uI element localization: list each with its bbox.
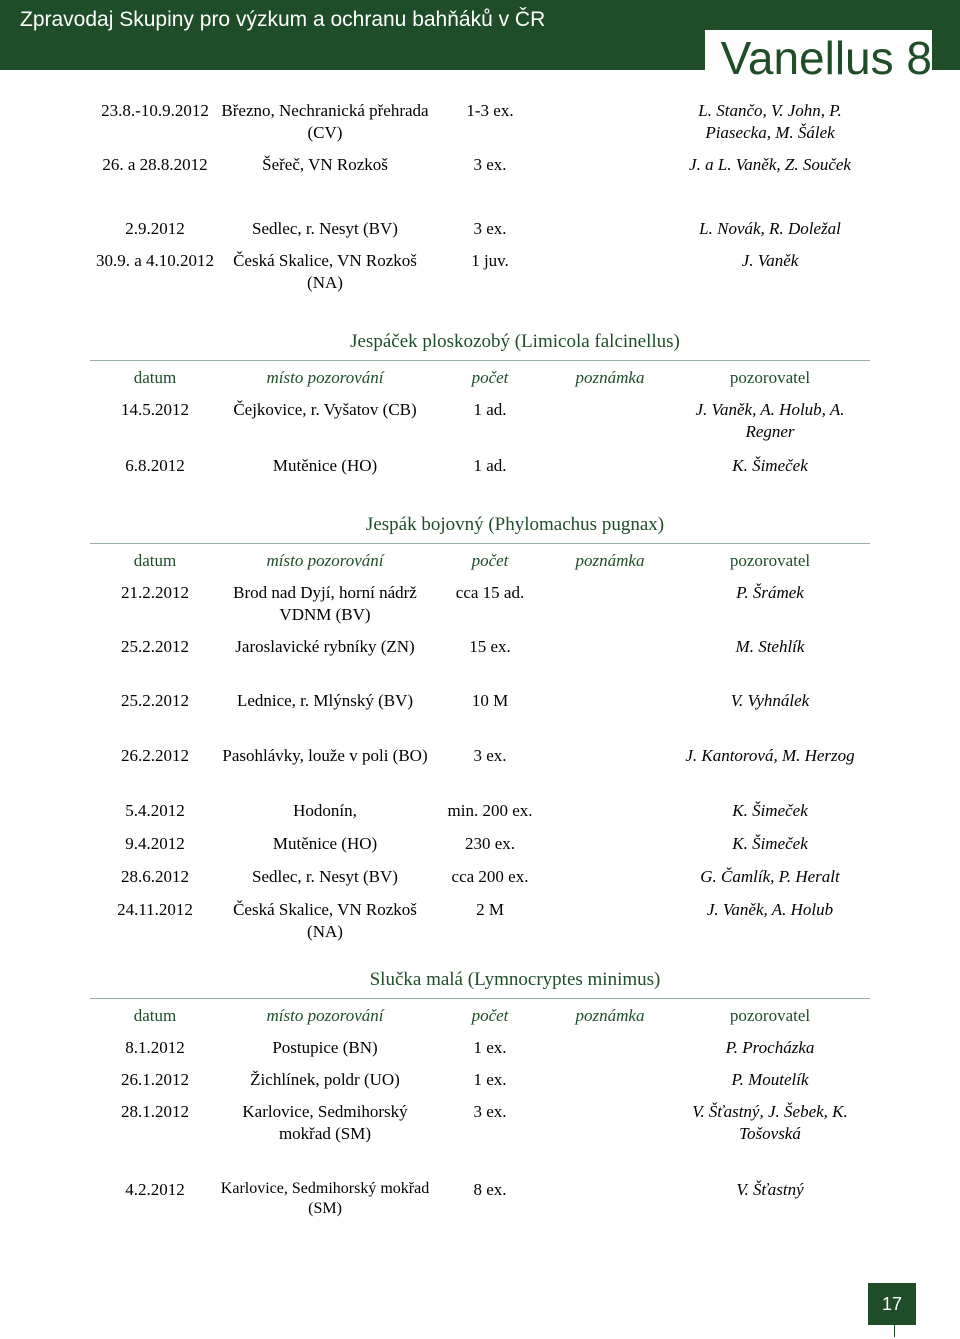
place-cell: Jaroslavické rybníky (ZN) [235, 637, 415, 656]
count-cell: cca 200 ex. [451, 867, 529, 886]
page-number: 17 [868, 1283, 916, 1325]
observer-cell: L. Stančo, V. John, P. Piasecka, M. Šálek [698, 101, 842, 142]
count-cell: 230 ex. [464, 834, 516, 853]
header-misto: místo pozorování [266, 551, 384, 570]
header-datum: datum [133, 368, 177, 387]
date-cell: 4.2.2012 [125, 1180, 185, 1199]
header-pozorovatel: pozorovatel [729, 1006, 811, 1025]
date-cell: 2.9.2012 [125, 219, 185, 238]
header-pocet: počet [471, 368, 509, 387]
observer-cell: V. Vyhnálek [730, 691, 810, 710]
note-cell [550, 154, 670, 218]
table-row [90, 745, 880, 800]
note-cell [550, 100, 670, 154]
header-pocet: počet [471, 551, 509, 570]
note-cell [550, 899, 670, 953]
header-pozorovatel: pozorovatel [729, 551, 811, 570]
species-section-limicola [90, 330, 880, 487]
journal-issue-title: Vanellus 8 [705, 30, 932, 86]
note-cell [550, 399, 670, 455]
observer-cell: V. Šťastný [736, 1180, 804, 1199]
species-section-lymnocryptes [90, 968, 880, 1223]
count-cell: cca 15 ad. [455, 583, 525, 602]
place-cell: Česká Skalice, VN Rozkoš (NA) [233, 251, 417, 292]
header-datum: datum [133, 1006, 177, 1025]
note-cell [550, 1179, 670, 1223]
table-row [90, 833, 880, 866]
note-cell [550, 1069, 670, 1101]
date-cell: 9.4.2012 [125, 834, 185, 853]
table-row [90, 866, 880, 899]
species-title: Jespák bojovný (Phylomachus pugnax) [365, 514, 665, 535]
date-cell: 28.6.2012 [121, 867, 189, 886]
place-cell: Postupice (BN) [272, 1038, 378, 1057]
note-cell [550, 1101, 670, 1179]
count-cell: 1 ad. [473, 456, 507, 475]
table-row [90, 154, 880, 218]
table-row [90, 636, 880, 690]
header-poznamka: poznámka [575, 1006, 645, 1025]
date-cell: 28.1.2012 [121, 1102, 189, 1121]
count-cell: 8 ex. [473, 1180, 507, 1199]
date-cell: 25.2.2012 [121, 691, 189, 710]
table-row [90, 1179, 880, 1223]
observer-cell: J. Vaněk, A. Holub [706, 900, 834, 919]
place-cell: Žichlínek, poldr (UO) [250, 1070, 400, 1089]
date-cell: 6.8.2012 [125, 456, 185, 475]
note-cell [550, 1037, 670, 1069]
observer-cell: J. Vaněk [741, 251, 799, 270]
table-row [90, 218, 880, 250]
observer-cell: J. a L. Vaněk, Z. Souček [689, 155, 851, 174]
observer-cell: M. Stehlík [735, 637, 805, 656]
count-cell: 3 ex. [473, 746, 507, 765]
table-row [90, 1037, 880, 1069]
note-cell [550, 636, 670, 690]
note-cell [550, 866, 670, 899]
date-cell: 30.9. a 4.10.2012 [95, 251, 215, 270]
date-cell: 21.2.2012 [121, 583, 189, 602]
header-pozorovatel: pozorovatel [729, 368, 811, 387]
observer-cell: P. Procházka [725, 1038, 815, 1057]
note-cell [550, 690, 670, 745]
species-section-pugnax [90, 513, 880, 953]
place-cell: Karlovice, Sedmihorský mokřad (SM) [220, 1180, 430, 1217]
observer-cell: K. Šimeček [732, 456, 808, 475]
observer-cell: P. Šrámek [736, 583, 804, 602]
date-cell: 26. a 28.8.2012 [102, 155, 208, 174]
count-cell: 3 ex. [473, 219, 507, 238]
date-cell: 5.4.2012 [125, 801, 185, 820]
note-cell [550, 218, 670, 250]
footer-tick [894, 1325, 895, 1337]
note-cell [550, 800, 670, 833]
count-cell: 1-3 ex. [466, 101, 514, 120]
date-cell: 26.2.2012 [121, 746, 189, 765]
date-cell: 23.8.-10.9.2012 [101, 101, 209, 120]
place-cell: Česká Skalice, VN Rozkoš (NA) [233, 900, 417, 941]
count-cell: 1 ex. [473, 1070, 507, 1089]
place-cell: Karlovice, Sedmihorský mokřad (SM) [242, 1102, 408, 1143]
species-title: Slučka malá (Lymnocryptes minimus) [369, 969, 661, 990]
count-cell: min. 200 ex. [447, 801, 533, 820]
table-row [90, 690, 880, 745]
column-header-row [90, 543, 870, 571]
header-pocet: počet [471, 1006, 509, 1025]
observer-cell: J. Kantorová, M. Herzog [685, 746, 855, 765]
count-cell: 1 ad. [473, 400, 507, 419]
table-row [90, 582, 880, 636]
count-cell: 3 ex. [473, 1102, 507, 1121]
column-header-row [90, 360, 870, 388]
note-cell [550, 745, 670, 800]
count-cell: 1 juv. [471, 251, 509, 270]
observer-cell: V. Šťastný, J. Šebek, K. Tošovská [692, 1102, 848, 1143]
note-cell [550, 582, 670, 636]
date-cell: 25.2.2012 [121, 637, 189, 656]
header-misto: místo pozorování [266, 1006, 384, 1025]
table-row [90, 1101, 880, 1179]
place-cell: Březno, Nechranická přehrada (CV) [221, 101, 429, 142]
table-row [90, 250, 880, 304]
header-misto: místo pozorování [266, 368, 384, 387]
place-cell: Sedlec, r. Nesyt (BV) [252, 867, 398, 886]
journal-header-title: Zpravodaj Skupiny pro výzkum a ochranu bahňáků v ČR [20, 8, 546, 31]
place-cell: Brod nad Dyjí, horní nádrž VDNM (BV) [233, 583, 417, 624]
count-cell: 10 M [471, 691, 509, 710]
count-cell: 3 ex. [473, 155, 507, 174]
date-cell: 14.5.2012 [121, 400, 189, 419]
count-cell: 1 ex. [473, 1038, 507, 1057]
place-cell: Lednice, r. Mlýnský (BV) [236, 691, 414, 710]
date-cell: 26.1.2012 [121, 1070, 189, 1089]
observer-cell: P. Moutelík [731, 1070, 809, 1089]
table-row [90, 899, 880, 953]
place-cell: Mutěnice (HO) [272, 834, 378, 853]
place-cell: Mutěnice (HO) [272, 456, 378, 475]
observer-cell: K. Šimeček [732, 801, 808, 820]
note-cell [550, 250, 670, 304]
table-row [90, 1069, 880, 1101]
place-cell: Čejkovice, r. Vyšatov (CB) [233, 400, 417, 419]
observer-cell: G. Čamlík, P. Heralt [700, 867, 840, 886]
note-cell [550, 833, 670, 866]
species-title: Jespáček ploskozobý (Limicola falcinellus) [350, 331, 680, 352]
table-row [90, 455, 880, 487]
place-cell: Pasohlávky, louže v poli (BO) [222, 746, 428, 765]
observer-cell: L. Novák, R. Doležal [699, 219, 841, 238]
table-row [90, 100, 880, 154]
continuation-table [90, 100, 880, 304]
header-poznamka: poznámka [575, 368, 645, 387]
place-cell: Šeřeč, VN Rozkoš [262, 155, 388, 174]
note-cell [550, 455, 670, 487]
header-datum: datum [133, 551, 177, 570]
observer-cell: K. Šimeček [732, 834, 808, 853]
date-cell: 8.1.2012 [125, 1038, 185, 1057]
place-cell: Hodonín, [293, 801, 357, 820]
count-cell: 15 ex. [469, 637, 511, 656]
table-row [90, 800, 880, 833]
date-cell: 24.11.2012 [117, 900, 193, 919]
column-header-row [90, 998, 870, 1026]
header-poznamka: poznámka [575, 551, 645, 570]
observer-cell: J. Vaněk, A. Holub, A. Regner [695, 400, 845, 441]
count-cell: 2 M [476, 900, 504, 919]
table-row [90, 399, 880, 455]
place-cell: Sedlec, r. Nesyt (BV) [252, 219, 398, 238]
